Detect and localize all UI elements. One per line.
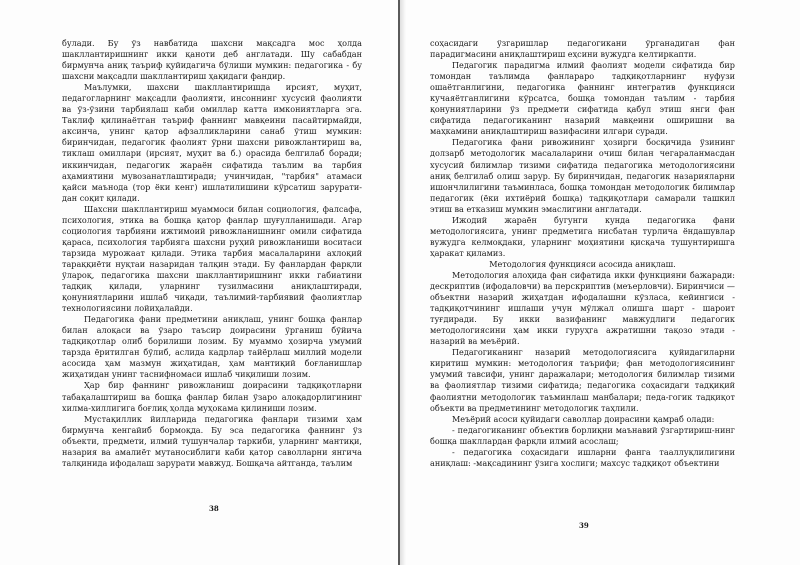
right-list-item-2: - педагогика соҳасидаги ишларни фанга тааллуқлилигини аниқлаш: -мақсадининг ўзига хослиги; махсус тадқиқот объектини [430,446,735,468]
right-paragraph-2: Педагогик парадигма илмий фаолият модели сифатида бир томондан таълимда фанлараро тадқиқотларнинг нуфузи ошаётганлигини, педагогика фаннинг интегратив функцияси кучаяётганлигини кўрсатса, бошқа томондан таълим - тарбия қонуниятларини ўз предмети сифатида қабул этиш янги фан сифатида педагогиканинг назарий мавқеини оширишни ва маҳкамини аниқлаштириш вазифасини илгари суради. [430,60,735,137]
right-paragraph-3: Педагогика фани ривожининг ҳозирги босқичида ўзининг долзарб методологик масалаларини очиш билан чегараланмасдан хусусий билимлар тизими сифатида педагогика методологиясини аниқ белгилаб олиш зарур. Бу биринчидан, педагогик назарияларни ишончлилигини таъминласа, бошқа томондан методологик билимлар педагогик (ёки ихтиёрий бошқа) тадқиқотлари самарали ташкил этиш ва етказиш мумкин эмаслигини англатади. [430,137,735,214]
left-paragraph-1: булади. Бу ўз навбатида шахсни мақсадга мос ҳолда шакллантиришнинг икки қаноти деб англатади. Шу сабабдан бирмунча аниқ таъриф қуйидагича бўлиши мумкин: педагогика - бу шахсни мақсадли шакллантириш ҳақидаги фандир. [62,38,362,82]
right-paragraph-6: Методология алоҳида фан сифатида икки функцияни бажаради: дескриптив (ифодаловчи) ва перскриптив (меъерловчи). Биринчиси — объектни назарий жиҳатдан ифодалашни кўзласа, кейингиси - тадқиқотчининг ишлаши учун мўлжал олишга шарт - шароит туғдиради. Бу икки вазифанинг мавжудлиги педагогик методологиясини ҳам икки гуруҳга ажратишни тақозо этади - назарий ва меъёрий. [430,269,735,347]
left-paragraph-6: Мустақиллик йилларида педагогика фанлари тизими ҳам бирмунча кенгайиб бормоқда. Бу эса педагогика фаннинг ўз объекти, предмети, илмий тушунчалар таркиби, уларнинг мантиқи, назария ва амалиёт мутаносиблиги каби қатор саволларни янгича талқинида ифодалаш зарурати мавжуд. Бошқача айтганда, таълим [62,413,362,468]
left-paragraph-3: Шахсни шакллантириш муаммоси билан социология, фалсафа, психология, этика ва бошқа қатор фанлар шуғулланишади. Агар социология тарбияни ижтимоий ривожланишнинг омили сифатида қараса, психология тарбияга шахсни руҳий ривожланиши воситаси тарзида мурожаат қилади. Этика тарбия масалаларини ахлоқий тараққиёти нуқтаи назаридан талқин этади. Бу фанлардан фарқли ўлароқ, педагогика шахсни шакллантиришнинг икки габиатини тадқиқ қилади, уларнинг тузилмасини аниқлаштиради, қонуниятларини ишлаб чиқади, таълимий-тарбиявий фаолиятлар технологиясини лойиҳалайди. [62,203,362,314]
left-paragraph-5: Ҳар бир фаннинг ривожланиш доирасини тадқиқотларни табақалаштириш ва бошқа фанлар билан ўзаро алоқадорлигининг хилма-хиллигига боғлиқ ҳолда муҳокама қилиниши лозим. [62,380,362,413]
right-paragraph-8: Меъёрий асоси қуйидаги саволлар доирасини қамраб олади: [452,413,715,424]
left-page [62,38,362,469]
gutter-shadow [400,0,406,565]
right-page-number: 39 [579,521,589,530]
right-paragraph-4: Ижодий жараён бугунги кунда педагогика фани методологиясига, унинг предметига нисбатан турлича ёндашувлар вужудга келмоқдаки, уларнинг моҳиятини қисқача тушунтиришга ҳаракат қиламиз. [430,214,735,258]
right-section-heading: Методология функцияси асосида аниқлаш. [489,258,676,269]
left-page-number: 38 [209,504,219,513]
right-list-item-1: - педагогиканинг объектив борлиқни маънавий ўзгартириш-нинг бошқа шакллардан фарқли илмий асослаш; [430,424,735,446]
left-paragraph-2: Маълумки, шахсни шакллантиришда ирсият, муҳит, педагогларнинг мақсадли фаолияти, инсоннинг хусусий фаолияти ва ўз-ўзини тарбиялаш каби омиллар катта имкониятларга эга. Таклиф қилинаётган таъриф фаннинг мавқеини пасайтирмайди, аксинча, унинг қатор афзалликларини санаб ўтиш мумкин: биринчидан, педагогик фаолият ўрни шахсни ривожлантириш ва, тиклаш омиллари (ирсият, муҳит ва б.) орасида белгилаб боради; иккинчидан, педагогик жараён сифатида таълим ва тарбия аҳамиятини мувозанатлаштиради; учинчидан, "тарбия" атамаси қайси маънода (тор ёки кенг) ишлатилишини кўрсатиш зарурати-дан соқит қилади. [62,82,362,203]
left-paragraph-4: Педагогика фани предметини аниқлаш, унинг бошқа фанлар билан алоқаси ва ўзаро таъсир доирасини ўрганиш бўйича тадқиқотлар олиб борилиши лозим. Бу муаммо ҳозирча умумий тарзда ёритилган бўлиб, аслида кадрлар тайёрлаш миллий модели асосида ҳам мазмун жиҳатидан, ҳам мантиқий боғланишлар жиҳатидан унинг таснифномаси ишлаб чиқилиши лозим. [62,314,362,380]
right-page [430,38,735,469]
right-paragraph-7: Педагогиканинг назарий методологиясига қуйидагиларни киритиш мумкин: методология таърифи; фан методологиясининг умумий тавсифи, унинг даражалари; методология билимлар тизими ва фаолиятлар тизими сифатида; педагогика соҳасидаги тадқиқий фаолиятни методологик таъминлаш манбалари; педа-гогик тадқиқот объекти ва предметининг методологик таҳлили. [430,347,735,413]
right-paragraph-1: соҳасидаги ўзгаришлар педагогикани ўрганадиган фан парадигмасини аниқлаштириш еҳсини вужудга келтиркапти. [430,38,735,60]
